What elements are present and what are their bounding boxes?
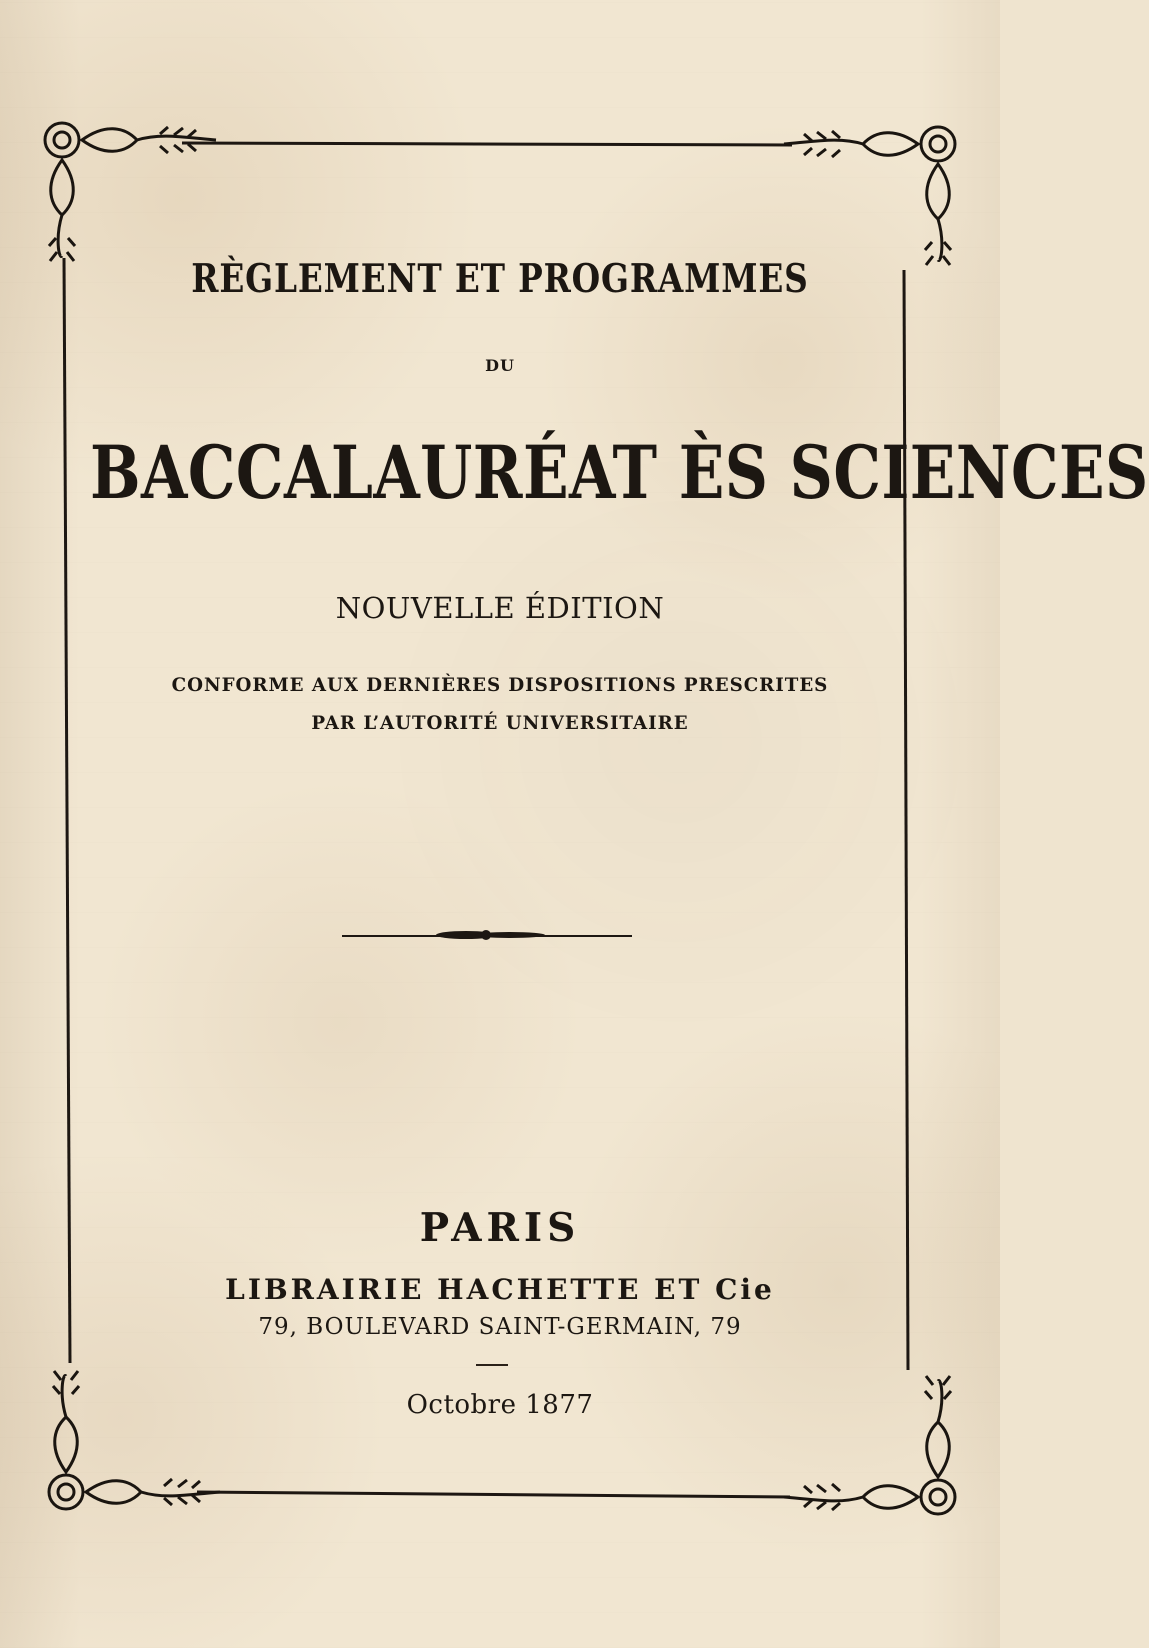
conformity-line-2: PAR L’AUTORITÉ UNIVERSITAIRE [311,712,689,734]
bottom-border-line [197,1492,790,1497]
connector-word: DU [485,356,515,375]
document-title: BACCALAURÉAT ÈS SCIENCES [90,430,1149,516]
publisher-name: LIBRAIRIE HACHETTE ET Cie [225,1273,775,1306]
center-ornamental-rule [342,930,632,940]
left-border-line [64,258,70,1363]
publication-date: Octobre 1877 [406,1390,594,1420]
publisher-address: 79, BOULEVARD SAINT-GERMAIN, 79 [258,1314,742,1340]
top-border-line [182,143,792,145]
conformity-line-1: CONFORME AUX DERNIÈRES DISPOSITIONS PRESCRITES [171,674,829,696]
publication-place: PARIS [419,1205,581,1251]
document-heading: RÈGLEMENT ET PROGRAMMES [191,256,809,302]
edition-label: NOUVELLE ÉDITION [335,591,665,625]
small-separator-rule [476,1364,508,1366]
